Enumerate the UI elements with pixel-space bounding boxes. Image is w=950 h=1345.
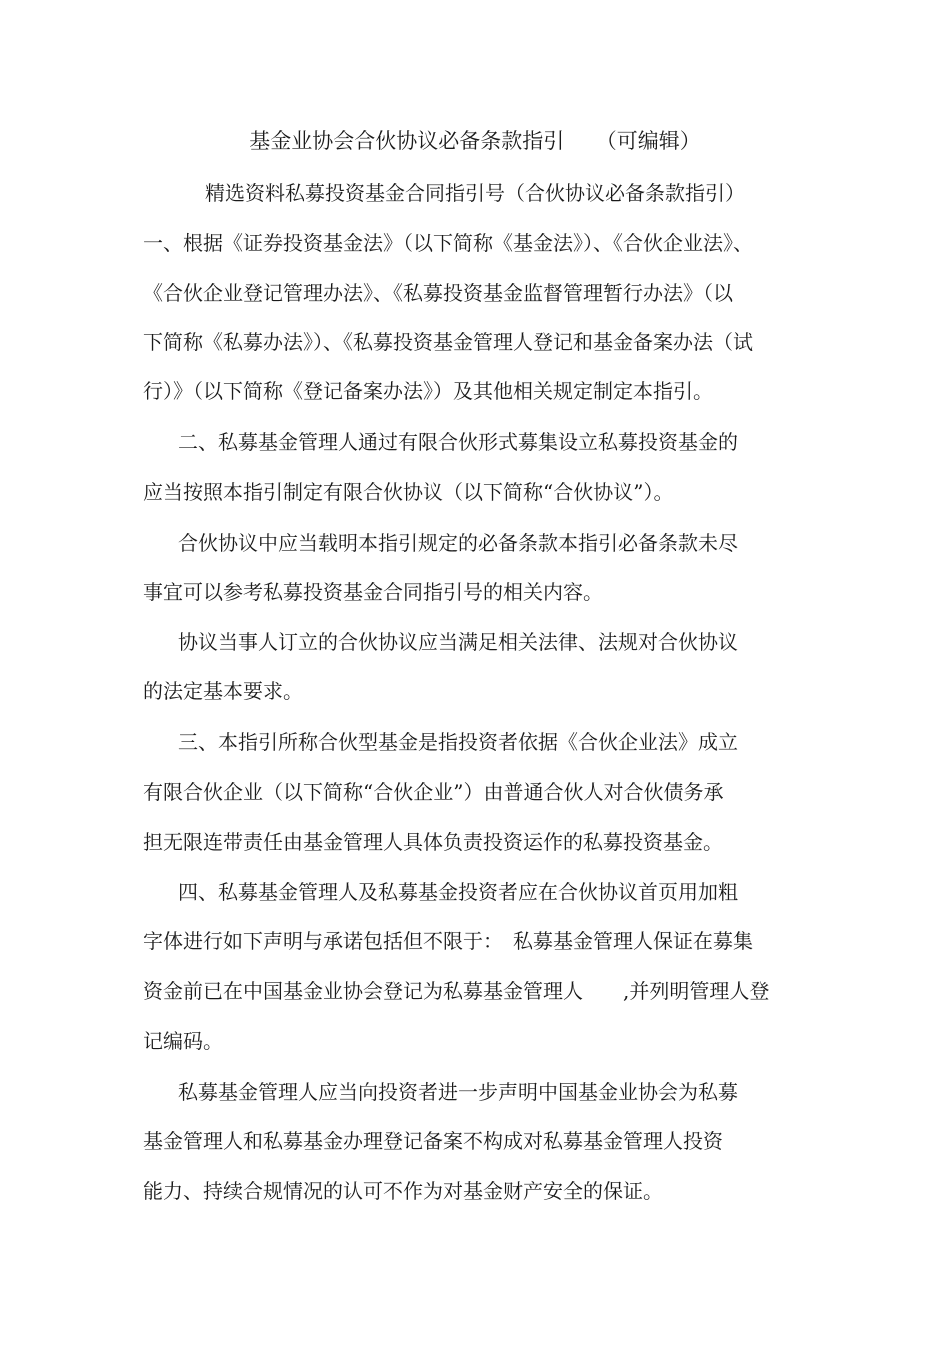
- document-title: 基金业协会合伙协议必备条款指引 （可编辑）: [249, 129, 701, 153]
- text-line: 字体进行如下声明与承诺包括但不限于： 私募基金管理人保证在募集: [143, 929, 753, 953]
- text-line: 有限合伙企业（以下简称“合伙企业”）由普通合伙人对合伙债务承: [143, 780, 724, 804]
- text-line: 四、私募基金管理人及私募基金投资者应在合伙协议首页用加粗: [178, 880, 738, 904]
- text-line: 应当按照本指引制定有限合伙协议（以下简称“合伙协议”）。: [143, 480, 674, 504]
- text-line: 事宜可以参考私募投资基金合同指引号的相关内容。: [143, 580, 603, 604]
- text-line: 合伙协议中应当载明本指引规定的必备条款本指引必备条款未尽: [178, 531, 738, 555]
- text-line: 行）》（以下简称《登记备案办法》）及其他相关规定制定本指引。: [143, 379, 713, 403]
- text-line: 协议当事人订立的合伙协议应当满足相关法律、法规对合伙协议: [178, 630, 738, 654]
- text-line: 三、本指引所称合伙型基金是指投资者依据《合伙企业法》成立: [178, 730, 738, 754]
- text-line: 私募基金管理人应当向投资者进一步声明中国基金业协会为私募: [178, 1080, 738, 1104]
- text-line: 二、私募基金管理人通过有限合伙形式募集设立私募投资基金的: [178, 430, 738, 454]
- text-line: 一、根据《证券投资基金法》（以下简称《基金法》）、《合伙企业法》、: [143, 231, 753, 255]
- text-line: 的法定基本要求。: [143, 679, 303, 703]
- text-line: 记编码。: [143, 1029, 223, 1053]
- text-line: 能力、持续合规情况的认可不作为对基金财产安全的保证。: [143, 1179, 663, 1203]
- text-line: 担无限连带责任由基金管理人具体负责投资运作的私募投资基金。: [143, 830, 723, 854]
- text-line: 《合伙企业登记管理办法》、《私募投资基金监督管理暂行办法》（以: [143, 281, 733, 305]
- text-line: 基金管理人和私募基金办理登记备案不构成对私募基金管理人投资: [143, 1129, 723, 1153]
- document-subtitle: 精选资料私募投资基金合同指引号（合伙协议必备条款指引）: [205, 181, 745, 205]
- text-line: 下简称《私募办法》）、《私募投资基金管理人登记和基金备案办法（试: [143, 330, 753, 354]
- text-line: 资金前已在中国基金业协会登记为私募基金管理人 ,并列明管理人登: [143, 979, 770, 1003]
